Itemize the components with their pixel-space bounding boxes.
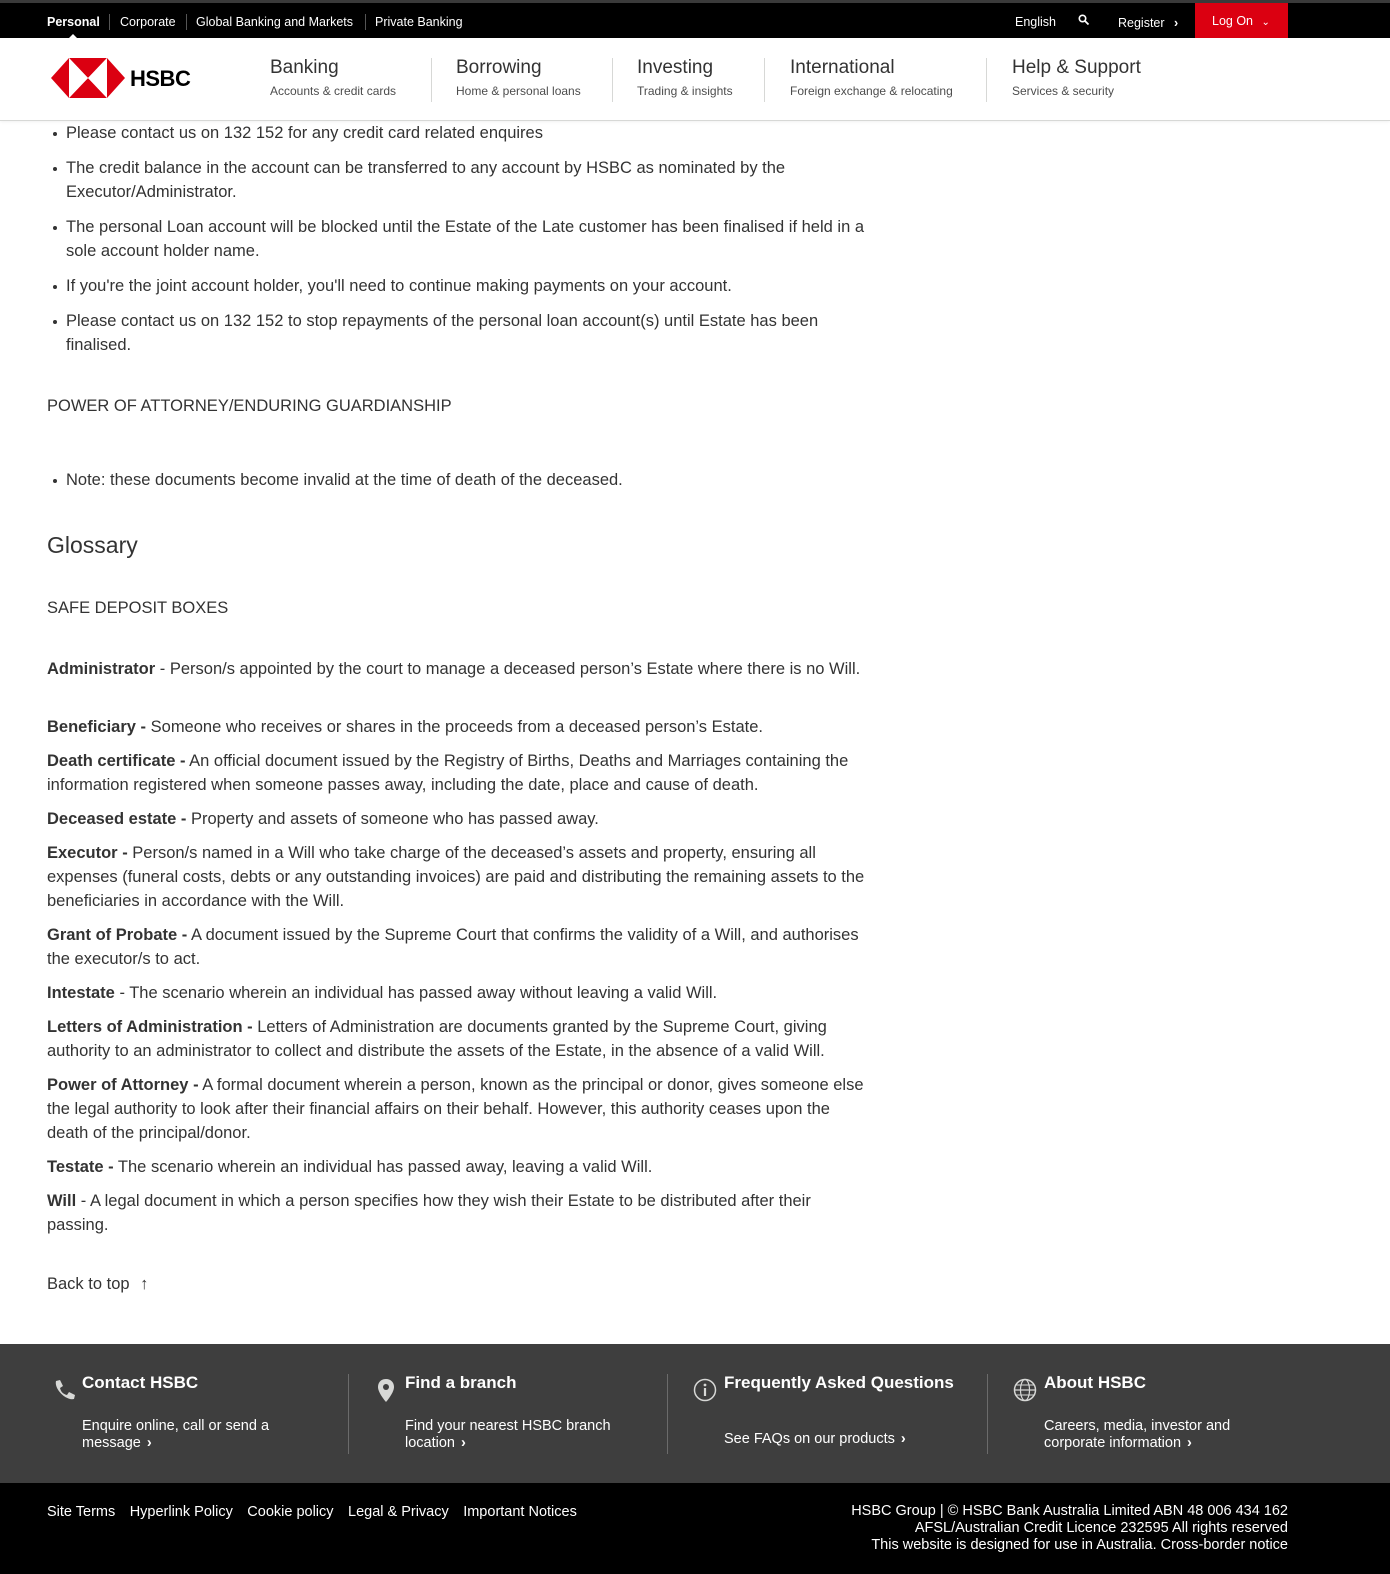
glossary-term: Power of Attorney - — [47, 1076, 199, 1094]
account-info-list — [47, 121, 867, 357]
segment-private-banking[interactable]: Private Banking — [375, 15, 463, 29]
footer-bottom — [0, 1483, 1390, 1574]
legal-line: AFSL/Australian Credit Licence 232595 All rights reserved — [914, 1520, 1288, 1536]
phone-icon — [51, 1378, 77, 1404]
poa-list — [47, 468, 867, 492]
divider — [109, 14, 110, 30]
segment-corporate[interactable]: Corporate — [120, 15, 176, 29]
glossary-term: Testate - — [47, 1158, 114, 1176]
footer-link[interactable] — [405, 1418, 645, 1452]
chevron-right-icon: › — [1187, 1435, 1192, 1451]
glossary-definition: - A legal document in which a person specifies how they wish their Estate to be distributed after their passing. — [47, 1192, 811, 1234]
chevron-right-icon: › — [900, 1431, 906, 1447]
arrow-up-icon: ↑ — [140, 1275, 149, 1293]
hsbc-logo[interactable] — [51, 58, 196, 98]
glossary-term: Death certificate - — [47, 752, 186, 770]
segment-personal[interactable]: Personal — [47, 15, 100, 29]
glossary-term: Letters of Administration - — [47, 1018, 253, 1036]
glossary-entry — [47, 1155, 867, 1179]
nav-investing[interactable] — [637, 56, 733, 99]
glossary-definition: Property and assets of someone who has passed away. — [186, 810, 599, 828]
main-header — [0, 38, 1390, 121]
glossary-title: Glossary — [47, 532, 138, 558]
nav-divider — [764, 58, 765, 102]
legal-notice — [851, 1503, 1288, 1554]
glossary-entry — [47, 1015, 867, 1063]
footer-link-cookie-policy[interactable]: Cookie policy — [247, 1504, 334, 1520]
nav-title: Banking — [270, 57, 339, 78]
sdb-heading: SAFE DEPOSIT BOXES — [47, 599, 229, 617]
footer-link[interactable] — [1044, 1418, 1284, 1452]
cross-border-notice[interactable]: This website is designed for use in Australia. Cross-border notice — [871, 1537, 1288, 1553]
nav-borrowing[interactable] — [456, 56, 581, 99]
language-selector[interactable]: English — [1015, 15, 1056, 29]
list-item: If you're the joint account holder, you'll need to continue making payments on your account. — [47, 274, 867, 298]
poa-heading: POWER OF ATTORNEY/ENDURING GUARDIANSHIP — [47, 397, 452, 415]
nav-divider — [986, 58, 987, 102]
glossary-definition: - The scenario wherein an individual has passed away without leaving a valid Will. — [114, 984, 718, 1002]
legal-line: HSBC Group | © HSBC Bank Australia Limited ABN 48 006 434 162 — [851, 1503, 1288, 1519]
back-to-top-label: Back to top — [47, 1275, 130, 1293]
glossary-definition: A document issued by the Supreme Court that confirms the validity of a Will, and authorises the executor/s to act. — [47, 926, 859, 968]
footer-link-label: Careers, media, investor and corporate information — [1044, 1418, 1231, 1451]
nav-subtitle: Home & personal loans — [456, 84, 581, 98]
footer-link-label: Enquire online, call or send a message — [82, 1418, 270, 1451]
segment-global-banking[interactable]: Global Banking and Markets — [196, 15, 354, 29]
glossary-term: Beneficiary - — [47, 718, 147, 736]
glossary-definition: Person/s named in a Will who take charge of the deceased’s assets and property, ensuring all expenses (funeral costs, debts or any outstanding invoices) are paid and distributing the remaining assets to the beneficiaries in accordance with the Will. — [47, 844, 865, 910]
log-on-label: Log On — [1212, 14, 1254, 28]
chevron-right-icon: › — [1174, 16, 1179, 30]
glossary-definition: - Person/s appointed by the court to manage a deceased person’s Estate where there is no Will. — [155, 660, 861, 678]
footer-title[interactable]: About HSBC — [1044, 1373, 1146, 1392]
glossary-definition: An official document issued by the Registry of Births, Deaths and Marriages containing the information registered when someone passes away, including the date, place and cause of death. — [47, 752, 849, 794]
register-link[interactable] — [1118, 16, 1178, 30]
search-icon[interactable] — [1078, 14, 1090, 29]
glossary-definition: Letters of Administration are documents granted by the Supreme Court, giving authority to an administrator to collect and distribute the assets of the Estate, in the absence of a valid Will. — [47, 1018, 827, 1060]
nav-title: Help & Support — [1012, 57, 1141, 78]
register-label: Register — [1118, 16, 1165, 30]
footer-links — [47, 1503, 587, 1521]
footer-link-label: Find your nearest HSBC branch location — [405, 1418, 611, 1451]
glossary-term: Will — [47, 1192, 77, 1210]
glossary-term: Executor - — [47, 844, 128, 862]
nav-title: Borrowing — [456, 57, 542, 78]
footer-link-important-notices[interactable]: Important Notices — [463, 1504, 577, 1520]
glossary-entry — [47, 657, 867, 681]
list-item: The credit balance in the account can be transferred to any account by HSBC as nominated by the Executor/Administrator. — [47, 156, 867, 204]
list-item: Note: these documents become invalid at the time of death of the deceased. — [47, 468, 867, 492]
footer-faq — [693, 1344, 973, 1483]
chevron-right-icon: › — [146, 1435, 152, 1451]
glossary-term: Deceased estate - — [47, 810, 187, 828]
glossary-entry — [47, 1189, 867, 1237]
nav-international[interactable] — [790, 56, 953, 99]
footer-link-hyperlink-policy[interactable]: Hyperlink Policy — [129, 1504, 233, 1520]
logo-wordmark: HSBC — [130, 66, 191, 91]
nav-subtitle: Foreign exchange & relocating — [790, 84, 953, 98]
glossary-entry — [47, 749, 867, 797]
footer-link[interactable] — [82, 1418, 322, 1452]
info-icon — [693, 1378, 719, 1404]
glossary-term: Grant of Probate - — [47, 926, 188, 944]
footer-divider — [348, 1374, 349, 1454]
nav-help-support[interactable] — [1012, 56, 1141, 99]
glossary-term: Intestate — [47, 984, 115, 1002]
footer-branch — [374, 1344, 654, 1483]
nav-subtitle: Trading & insights — [637, 84, 733, 98]
location-pin-icon — [376, 1378, 402, 1404]
footer-link-label: See FAQs on our products — [724, 1431, 895, 1447]
list-item: Please contact us on 132 152 to stop repayments of the personal loan account(s) until Estate has been finalised. — [47, 309, 867, 357]
list-item: Please contact us on 132 152 for any credit card related enquires — [47, 121, 867, 145]
glossary-entry — [47, 841, 867, 913]
nav-divider — [431, 58, 432, 102]
nav-title: International — [790, 57, 895, 78]
footer-link[interactable] — [724, 1431, 964, 1448]
divider — [186, 14, 187, 30]
glossary-entry — [47, 807, 867, 831]
hsbc-hexagon-icon — [51, 58, 125, 98]
glossary-definition: Someone who receives or shares in the proceeds from a deceased person’s Estate. — [146, 718, 764, 736]
nav-subtitle: Services & security — [1012, 84, 1115, 98]
list-item: The personal Loan account will be blocked until the Estate of the Late customer has been finalised if held in a sole account holder name. — [47, 215, 867, 263]
chevron-right-icon: › — [460, 1435, 466, 1451]
footer-title[interactable]: Find a branch — [405, 1373, 517, 1392]
glossary-entry — [47, 1073, 867, 1145]
glossary-entry — [47, 715, 867, 739]
footer-title[interactable]: Frequently Asked Questions — [724, 1373, 954, 1392]
glossary-entry — [47, 923, 867, 971]
footer-promo — [0, 1344, 1390, 1483]
glossary-entry — [47, 981, 867, 1005]
globe-icon — [1013, 1378, 1039, 1404]
nav-title: Investing — [637, 57, 714, 78]
footer-about — [1013, 1344, 1293, 1483]
glossary-definition: The scenario wherein an individual has passed away, leaving a valid Will. — [113, 1158, 653, 1176]
glossary-definition: A formal document wherein a person, known as the principal or donor, gives someone else the legal authority to look after their financial affairs on their behalf. However, this authority ceases upon the death of the principal/donor. — [47, 1076, 864, 1142]
nav-subtitle: Accounts & credit cards — [270, 84, 397, 98]
back-to-top-link[interactable] — [47, 1272, 148, 1296]
glossary-term: Administrator — [47, 660, 156, 678]
footer-link-site-terms[interactable]: Site Terms — [47, 1504, 116, 1520]
chevron-down-icon: ⌄ — [1261, 17, 1270, 28]
divider — [365, 14, 366, 30]
footer-link-legal-privacy[interactable]: Legal & Privacy — [348, 1504, 449, 1520]
footer-divider — [987, 1374, 988, 1454]
footer-divider — [667, 1374, 668, 1454]
nav-banking[interactable] — [270, 56, 396, 99]
footer-title[interactable]: Contact HSBC — [82, 1373, 199, 1392]
log-on-button[interactable] — [1195, 3, 1288, 38]
top-bar — [0, 0, 1390, 38]
footer-contact — [51, 1344, 331, 1483]
nav-divider — [612, 58, 613, 102]
